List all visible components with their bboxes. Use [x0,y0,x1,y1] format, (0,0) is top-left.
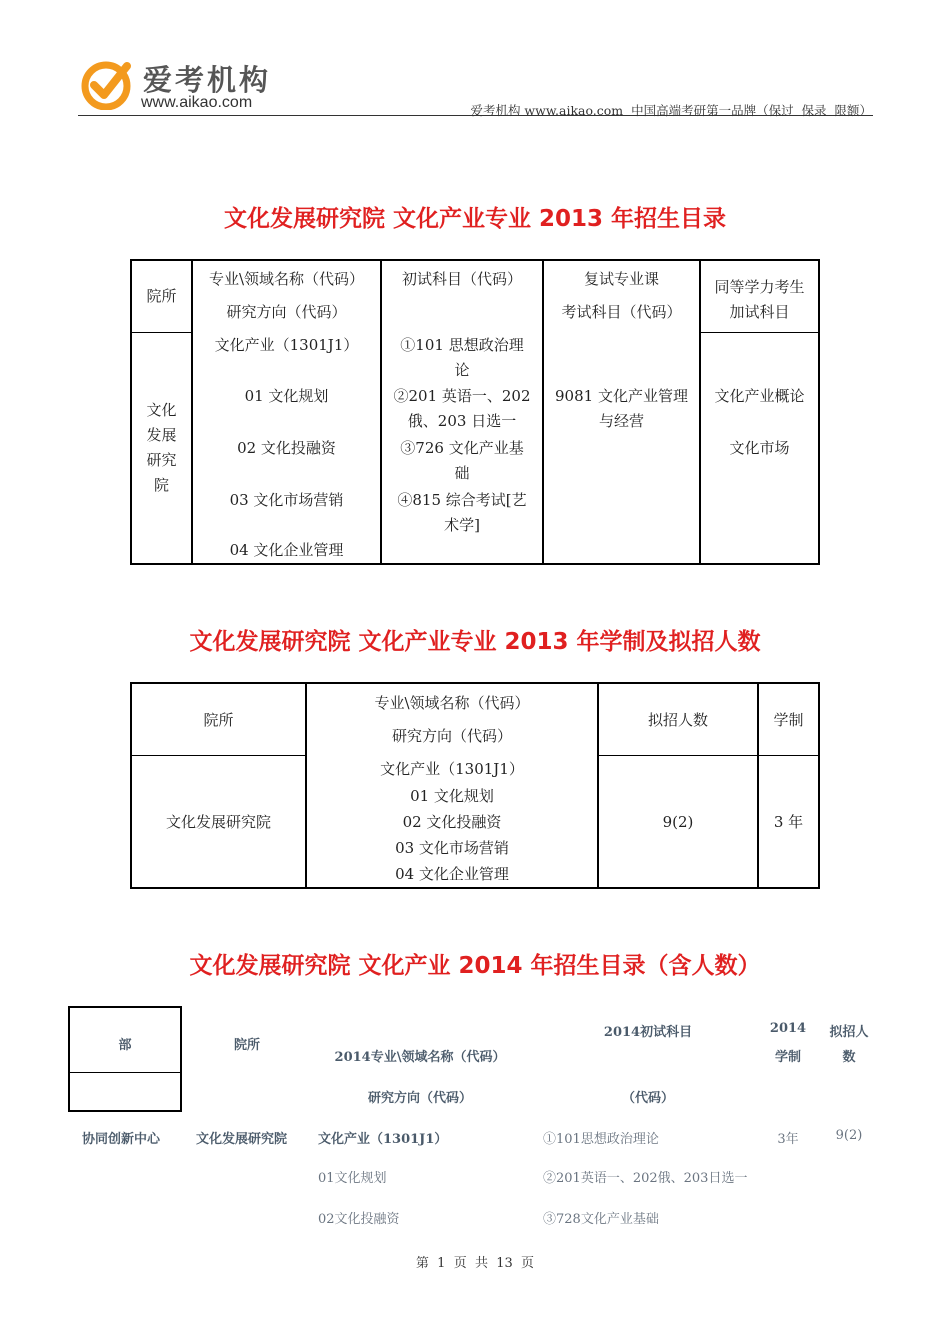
section1-title: 文化发展研究院 文化产业专业 2013 年招生目录 [223,206,727,232]
duration-value: 3 年 [773,813,804,831]
major-item: 01 文化规划 [244,387,329,405]
institute-name: 文化发展研究院 [196,1132,288,1147]
header-divider [78,115,873,116]
table-border [130,259,820,261]
table-border [130,563,820,565]
prelim-item: ①101 思想政治理 [400,336,524,354]
equiv-item: 文化产业概论 [714,387,805,405]
header-direction: 研究方向（代码） [367,1091,472,1106]
header-duration: 学制 [773,711,804,729]
prelim-item: ①101思想政治理论 [543,1132,659,1147]
header-direction: 研究方向（代码） [391,727,512,745]
header-quota: 拟招人数 [647,711,708,729]
major-item: 01文化规划 [318,1171,387,1186]
prelim-item: 础 [454,464,470,482]
table-border [130,682,820,684]
quota-value: 9(2) [835,1128,863,1143]
header-prelim-code: （代码） [621,1091,674,1106]
logo-url[interactable]: www.aikao.com [141,94,253,111]
major-item: 02 文化投融资 [237,439,336,457]
header-quota: 拟招人 [829,1025,869,1040]
prelim-item: ④815 综合考试[艺 [397,491,527,509]
retest-item: 9081 文化产业管理 [555,387,688,405]
institute-text: 发展 [146,426,177,444]
duration-value: 3年 [777,1132,799,1147]
header-major: 专业\领域名称（代码） [208,270,365,288]
dept-name: 协同创新中心 [82,1132,161,1147]
header-duration: 学制 [774,1050,801,1065]
logo-name: 爱考机构 [143,63,272,97]
institute-text: 研究 [146,451,177,469]
table-divider [597,755,820,756]
header-major: 2014专业\领域名称（代码） [334,1050,506,1065]
prelim-item: ③728文化产业基础 [543,1212,659,1227]
institute-text: 文化 [146,401,177,419]
prelim-item: ③726 文化产业基 [400,439,524,457]
retest-item: 与经营 [598,412,644,430]
header-retest-sub: 考试科目（代码） [561,303,682,321]
table-divider [68,1072,182,1073]
section3-title: 文化发展研究院 文化产业 2014 年招生目录（含人数） [189,953,761,979]
major-item: 04 文化企业管理 [229,541,344,559]
header-direction: 研究方向（代码） [226,303,347,321]
section2-title: 文化发展研究院 文化产业专业 2013 年学制及拟招人数 [189,629,761,655]
header-prelim: 2014初试科目 [603,1025,693,1040]
prelim-item: 俄、203 日选一 [407,412,517,430]
table-divider [130,755,306,756]
header-retest: 复试专业课 [583,270,659,288]
institute-text: 院 [153,476,169,494]
major-item: 03 文化市场营销 [395,839,509,857]
major-item: 01 文化规划 [410,787,494,805]
header-quota-sub: 数 [842,1050,856,1065]
page-footer: 第 1 页 共 13 页 [415,1256,535,1271]
table-border [818,682,820,889]
prelim-item: 论 [454,361,470,379]
table-border [130,887,820,889]
major-item: 02 文化投融资 [402,813,502,831]
header-major: 专业\领域名称（代码） [374,694,530,712]
header-prelim: 初试科目（代码） [401,270,522,288]
major-item: 文化产业（1301J1） [318,1132,448,1147]
dept-box [68,1006,182,1112]
header-duration-year: 2014 [769,1021,807,1036]
institute-name: 文化发展研究院 [165,813,271,831]
major-item: 文化产业（1301J1） [214,336,359,354]
header-institute: 院所 [146,287,177,305]
quota-value: 9(2) [662,813,694,831]
header-equiv-sub: 加试科目 [729,303,790,321]
header-tagline: 爱考机构 www.aikao.com 中国高端考研第一品牌（保过 保录 限额） [470,103,872,118]
table-divider [130,332,192,333]
header-dept: 部 [118,1038,132,1053]
prelim-item: 术学] [444,516,480,534]
header-institute: 院所 [203,711,234,729]
major-item: 文化产业（1301J1） [380,760,524,778]
major-item: 02文化投融资 [318,1212,400,1227]
major-item: 03 文化市场营销 [229,491,344,509]
header-institute: 院所 [233,1038,260,1053]
major-item: 04 文化企业管理 [395,865,509,883]
header-equiv: 同等学力考生 [714,278,805,296]
prelim-item: ②201英语一、202俄、203日选一 [543,1171,748,1186]
table-divider [700,332,820,333]
equiv-item: 文化市场 [729,439,790,457]
table-border [818,259,820,565]
logo-check-icon [80,58,132,110]
prelim-item: ②201 英语一、202 [393,387,531,405]
